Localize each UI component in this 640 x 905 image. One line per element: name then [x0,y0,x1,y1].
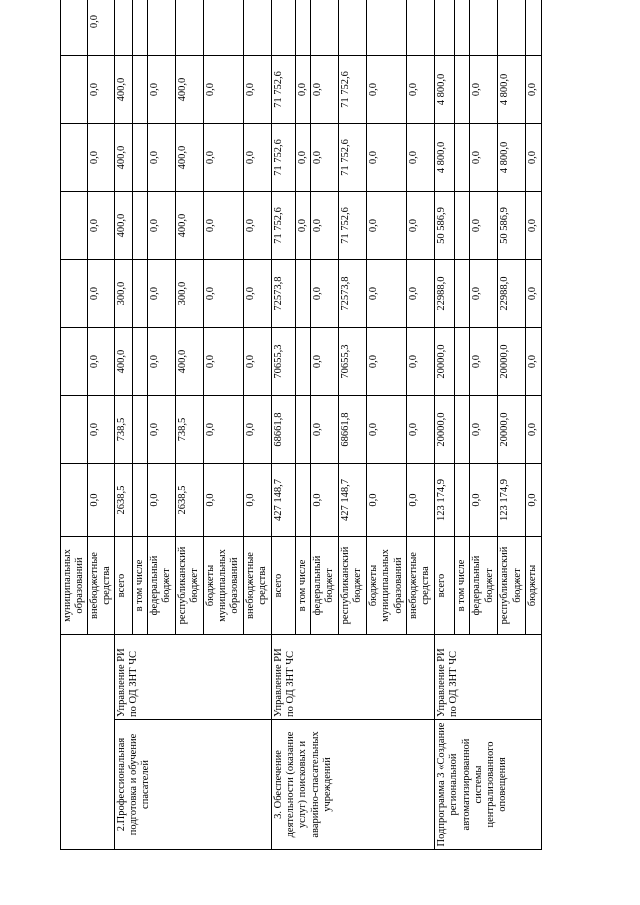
value-cell: 400,0 [115,56,133,124]
value-cell: 22988,0 [498,260,526,328]
funding-source-cell: республиканский бюджет [339,537,367,635]
funding-source-cell: федеральный бюджет [148,537,176,635]
value-cell: 0,0 [204,192,244,260]
value-cell [133,260,148,328]
table-row [115,0,133,850]
value-cell [407,0,435,56]
funding-source-cell: бюджеты муниципальных образований [367,537,407,635]
value-cell [296,0,311,56]
funding-source-cell: бюджеты муниципальных образований [204,537,244,635]
value-cell [296,464,311,537]
value-cell: 0,0 [407,192,435,260]
table-row [435,0,455,850]
value-cell: 0,0 [407,464,435,537]
value-cell: 0,0 [526,396,541,464]
table-body [61,0,542,850]
value-cell [367,0,407,56]
value-cell: 0,0 [88,464,115,537]
responsible-cell: Управление РИ по ОД ЗНТ ЧС [272,635,435,720]
value-cell: 0,0 [311,396,339,464]
value-cell: 0,0 [204,328,244,396]
value-cell [61,396,88,464]
funding-source-cell: республиканский бюджет [176,537,204,635]
value-cell [296,328,311,396]
table-row [272,0,296,850]
budget-table [60,0,542,850]
value-cell: 72573,8 [272,260,296,328]
value-cell: 0,0 [367,260,407,328]
value-cell [455,396,470,464]
value-cell: 0,0 [296,124,311,192]
value-cell: 72573,8 [339,260,367,328]
value-cell: 70655,3 [339,328,367,396]
value-cell: 0,0 [470,192,498,260]
value-cell: 738,5 [176,396,204,464]
value-cell: 0,0 [204,464,244,537]
funding-source-cell: муниципальных образований [61,537,88,635]
value-cell: 0,0 [204,56,244,124]
value-cell: 0,0 [470,464,498,537]
value-cell [526,0,541,56]
value-cell: 0,0 [526,260,541,328]
value-cell: 71 752,6 [339,192,367,260]
funding-source-cell: федеральный бюджет [311,537,339,635]
value-cell [455,56,470,124]
value-cell: 4 800,0 [498,56,526,124]
value-cell: 0,0 [148,260,176,328]
value-cell [498,0,526,56]
value-cell: 0,0 [148,192,176,260]
value-cell: 0,0 [367,56,407,124]
value-cell: 0,0 [148,124,176,192]
program-name-cell: 2.Профессиональная подготовка и обучение спасателей [115,720,272,850]
value-cell: 0,0 [311,56,339,124]
value-cell: 0,0 [88,56,115,124]
value-cell: 738,5 [115,396,133,464]
value-cell: 0,0 [470,260,498,328]
funding-source-cell: всего [272,537,296,635]
funding-source-cell: внебюджетные средства [244,537,272,635]
value-cell: 400,0 [176,124,204,192]
value-cell: 123 174,9 [435,464,455,537]
value-cell: 0,0 [311,260,339,328]
value-cell [61,328,88,396]
value-cell: 0,0 [148,464,176,537]
value-cell: 71 752,6 [339,124,367,192]
value-cell: 0,0 [244,56,272,124]
value-cell: 20000,0 [435,328,455,396]
value-cell: 71 752,6 [272,124,296,192]
value-cell: 0,0 [88,260,115,328]
value-cell: 0,0 [407,328,435,396]
funding-source-cell: в том числе [133,537,148,635]
value-cell: 0,0 [244,260,272,328]
value-cell: 0,0 [204,396,244,464]
value-cell: 0,0 [244,124,272,192]
program-name-cell: 3. Обеспечение деятельности (оказание услуг) поисковых и аварийно-спасательных учреждений [272,720,435,850]
value-cell: 71 752,6 [272,192,296,260]
value-cell [296,396,311,464]
funding-source-cell: всего [435,537,455,635]
value-cell: 0,0 [311,328,339,396]
value-cell: 20000,0 [498,396,526,464]
value-cell: 70655,3 [272,328,296,396]
value-cell: 4 800,0 [435,56,455,124]
value-cell [455,124,470,192]
value-cell [61,192,88,260]
value-cell [339,0,367,56]
value-cell: 400,0 [115,124,133,192]
value-cell: 22988,0 [435,260,455,328]
value-cell: 400,0 [115,192,133,260]
funding-source-cell: внебюджетные средства [407,537,435,635]
value-cell: 0,0 [526,56,541,124]
value-cell: 0,0 [296,192,311,260]
value-cell: 0,0 [367,328,407,396]
value-cell: 0,0 [470,328,498,396]
value-cell [133,396,148,464]
value-cell: 0,0 [88,396,115,464]
value-cell: 0,0 [296,56,311,124]
value-cell: 2638,5 [176,464,204,537]
value-cell: 427 148,7 [339,464,367,537]
value-cell: 123 174,9 [498,464,526,537]
value-cell: 68661,8 [339,396,367,464]
value-cell: 68661,8 [272,396,296,464]
value-cell: 0,0 [470,396,498,464]
value-cell: 0,0 [407,56,435,124]
value-cell: 0,0 [367,192,407,260]
value-cell [133,0,148,56]
value-cell: 300,0 [176,260,204,328]
value-cell: 0,0 [244,464,272,537]
value-cell [455,0,470,56]
value-cell: 0,0 [88,328,115,396]
value-cell: 0,0 [311,464,339,537]
value-cell [176,0,204,56]
value-cell: 0,0 [367,124,407,192]
value-cell: 0,0 [367,464,407,537]
value-cell: 427 148,7 [272,464,296,537]
funding-source-cell: бюджеты [526,537,541,635]
value-cell: 0,0 [367,396,407,464]
value-cell: 50 586,9 [498,192,526,260]
value-cell: 20000,0 [498,328,526,396]
value-cell [455,464,470,537]
value-cell: 0,0 [204,260,244,328]
value-cell: 0,0 [311,124,339,192]
funding-source-cell: внебюджетные средства [88,537,115,635]
value-cell: 0,0 [526,328,541,396]
value-cell [133,328,148,396]
value-cell [61,464,88,537]
empty-cell [61,635,115,850]
value-cell: 0,0 [244,192,272,260]
value-cell [133,192,148,260]
value-cell [435,0,455,56]
value-cell: 0,0 [244,396,272,464]
funding-source-cell: федеральный бюджет [470,537,498,635]
value-cell [61,56,88,124]
value-cell [133,124,148,192]
value-cell: 71 752,6 [272,56,296,124]
value-cell [61,0,88,56]
value-cell: 0,0 [407,396,435,464]
value-cell [61,124,88,192]
funding-source-cell: в том числе [455,537,470,635]
value-cell: 0,0 [88,192,115,260]
program-name-cell: Подпрограмма 3 «Создание региональной автоматизированной системы централизованного оповещения [435,720,541,850]
value-cell: 0,0 [407,260,435,328]
value-cell [115,0,133,56]
value-cell: 300,0 [115,260,133,328]
value-cell: 0,0 [526,464,541,537]
value-cell: 0,0 [470,56,498,124]
value-cell: 0,0 [244,328,272,396]
value-cell: 0,0 [148,328,176,396]
funding-source-cell: республиканский бюджет [498,537,526,635]
value-cell [204,0,244,56]
value-cell: 0,0 [204,124,244,192]
value-cell: 0,0 [148,56,176,124]
value-cell: 400,0 [176,328,204,396]
value-cell: 71 752,6 [339,56,367,124]
value-cell: 0,0 [407,124,435,192]
value-cell: 400,0 [176,56,204,124]
value-cell [61,260,88,328]
value-cell [455,260,470,328]
value-cell: 0,0 [470,124,498,192]
rotated-table-wrapper [60,14,568,850]
value-cell [455,192,470,260]
value-cell: 400,0 [115,328,133,396]
value-cell [244,0,272,56]
value-cell: 0,0 [311,192,339,260]
value-cell [133,464,148,537]
table-row [61,0,88,850]
value-cell: 50 586,9 [435,192,455,260]
value-cell [455,328,470,396]
value-cell [133,56,148,124]
responsible-cell: Управление РИ по ОД ЗНТ ЧС [115,635,272,720]
value-cell: 2638,5 [115,464,133,537]
value-cell: 0,0 [148,396,176,464]
value-cell [148,0,176,56]
value-cell: 0,0 [526,124,541,192]
value-cell [311,0,339,56]
value-cell: 400,0 [176,192,204,260]
responsible-cell: Управление РИ по ОД ЗНТ ЧС [435,635,541,720]
funding-source-cell: всего [115,537,133,635]
funding-source-cell: в том числе [296,537,311,635]
value-cell: 4 800,0 [435,124,455,192]
value-cell: 0,0 [88,124,115,192]
value-cell: 0,0 [88,0,115,56]
value-cell: 0,0 [526,192,541,260]
value-cell: 20000,0 [435,396,455,464]
value-cell: 4 800,0 [498,124,526,192]
value-cell [470,0,498,56]
value-cell [272,0,296,56]
value-cell [296,260,311,328]
